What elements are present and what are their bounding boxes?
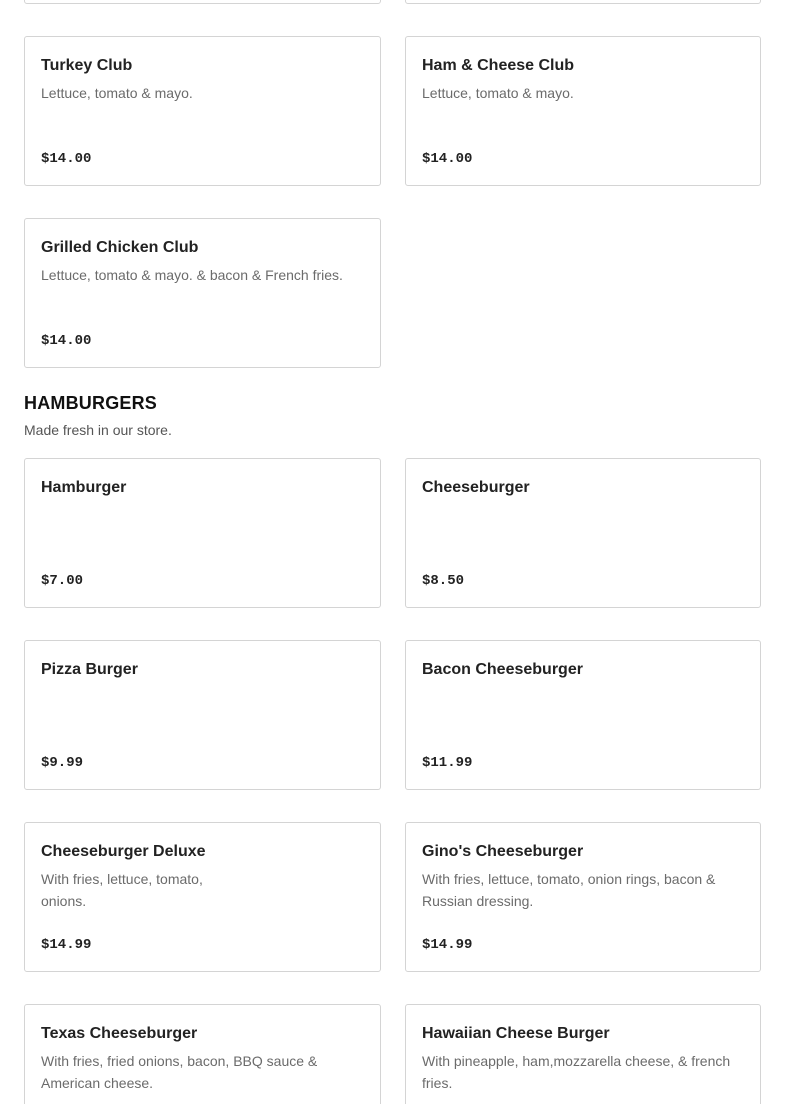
menu-item-price: $8.50 (422, 573, 465, 589)
menu-item-price: $14.00 (422, 151, 473, 167)
menu-item-description: With fries, lettuce, tomato, onion rings, bacon & Russian dressing. (422, 871, 716, 909)
menu-item-card-partial[interactable] (405, 0, 761, 4)
menu-item-card[interactable] (405, 822, 761, 972)
menu-item-name: Texas Cheeseburger (41, 1025, 198, 1042)
section-title: HAMBURGERS (24, 393, 158, 413)
section-subtitle: Made fresh in our store. (24, 422, 172, 438)
menu-item-card[interactable] (405, 1004, 761, 1104)
menu-item-card[interactable] (405, 36, 761, 186)
menu-item-card[interactable] (405, 458, 761, 608)
menu-item-description: With pineapple, ham,mozzarella cheese, & french fries. (422, 1053, 731, 1091)
menu-item-price: $14.99 (41, 937, 92, 953)
menu-item-name: Grilled Chicken Club (41, 239, 199, 256)
menu-item-name: Cheeseburger (422, 479, 530, 496)
menu-item-name: Hamburger (41, 479, 127, 496)
menu-item-description: With fries, fried onions, bacon, BBQ sauce & American cheese. (41, 1053, 318, 1091)
menu-item-card-partial[interactable] (24, 0, 381, 4)
menu-item-card[interactable] (24, 1004, 381, 1104)
menu-item-price: $11.99 (422, 755, 473, 771)
menu-item-price: $7.00 (41, 573, 84, 589)
menu-item-price: $14.00 (41, 333, 92, 349)
menu-item-card[interactable] (24, 218, 381, 368)
menu-item-description: Lettuce, tomato & mayo. (422, 85, 574, 101)
menu-item-card[interactable] (24, 458, 381, 608)
menu-item-name: Hawaiian Cheese Burger (422, 1025, 610, 1042)
menu-item-name: Ham & Cheese Club (422, 57, 575, 74)
menu-item-price: $9.99 (41, 755, 84, 771)
menu-item-card[interactable] (24, 640, 381, 790)
menu-item-name: Gino's Cheeseburger (422, 843, 584, 860)
menu-item-name: Turkey Club (41, 57, 133, 74)
menu-item-name: Bacon Cheeseburger (422, 661, 583, 678)
menu-item-description: With fries, lettuce, tomato, onions. (41, 871, 203, 909)
menu-item-card[interactable] (405, 640, 761, 790)
menu-item-description: Lettuce, tomato & mayo. & bacon & French fries. (41, 267, 343, 283)
menu-item-card[interactable] (24, 822, 381, 972)
menu-item-description: Lettuce, tomato & mayo. (41, 85, 193, 101)
menu-item-name: Cheeseburger Deluxe (41, 843, 206, 860)
menu-item-price: $14.99 (422, 937, 473, 953)
menu-item-price: $14.00 (41, 151, 92, 167)
menu-item-name: Pizza Burger (41, 661, 138, 678)
menu-item-card[interactable] (24, 36, 381, 186)
